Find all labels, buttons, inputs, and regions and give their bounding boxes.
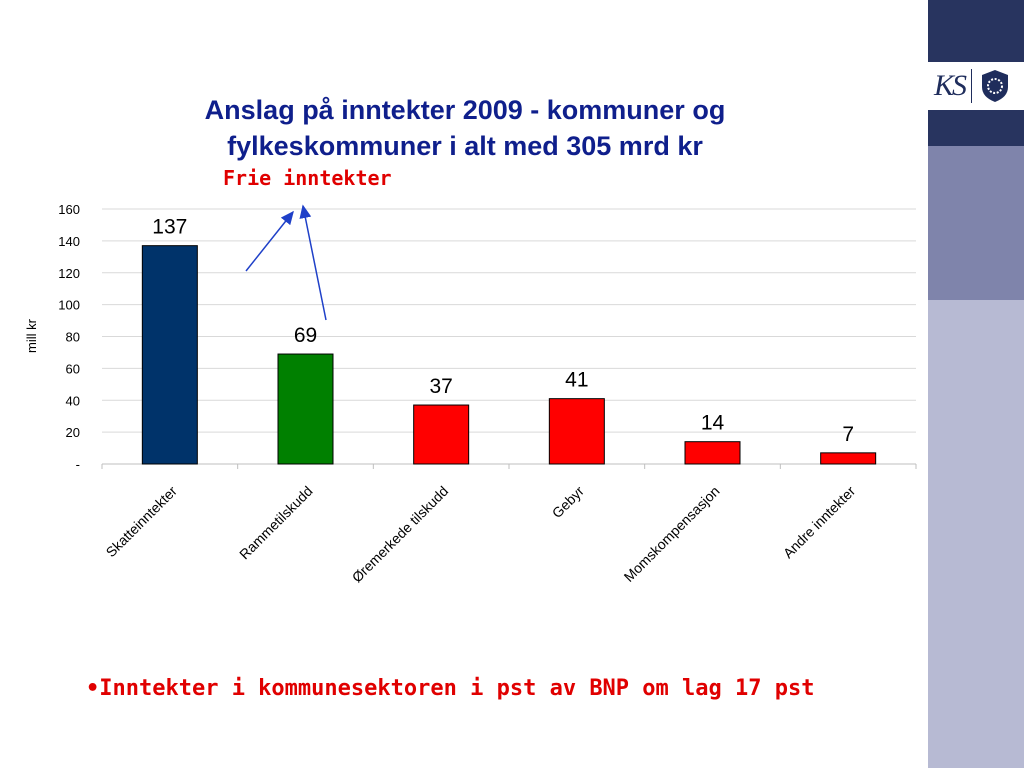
y-tick-label: 80 <box>65 329 80 345</box>
ks-logo-text: KS <box>934 69 966 102</box>
x-tick-label: Momskompensasjon <box>620 482 723 585</box>
ks-logo <box>928 62 1024 110</box>
logo-divider <box>971 69 972 103</box>
y-tick-label: 60 <box>65 361 80 377</box>
bar-øremerkede-tilskudd <box>414 405 469 464</box>
data-label: 69 <box>293 324 318 348</box>
bar-skatteinntekter <box>142 246 197 464</box>
x-tick-label: Rammetilskudd <box>236 482 316 563</box>
y-tick-label: 160 <box>58 202 80 217</box>
y-tick-label: 20 <box>65 425 80 441</box>
data-label: 14 <box>700 411 725 435</box>
bar-rammetilskudd <box>278 354 333 464</box>
y-tick-label: - <box>75 457 80 472</box>
y-tick-label: 140 <box>58 233 80 249</box>
sidebar-band-mid <box>928 146 1024 300</box>
sidebar-decoration <box>928 0 1024 768</box>
x-tick-label: Skatteinntekter <box>102 482 180 561</box>
x-tick-label: Gebyr <box>548 482 587 522</box>
y-tick-label: 100 <box>58 297 80 313</box>
sidebar-band-bottom <box>928 300 1024 768</box>
arrow-to-skatteinntekter <box>246 212 293 271</box>
data-label: 41 <box>565 368 589 392</box>
x-tick-label: Andre inntekter <box>779 482 859 562</box>
data-label: 37 <box>429 375 453 399</box>
sidebar-band-top <box>928 0 1024 62</box>
bar-gebyr <box>549 399 604 464</box>
data-label: 137 <box>152 215 188 239</box>
bar-andre-inntekter <box>821 453 876 464</box>
data-label: 7 <box>842 422 855 446</box>
y-axis-label: mill kr <box>24 319 39 353</box>
sidebar-band-top-lower <box>928 110 1024 146</box>
x-tick-label: Øremerkede tilskudd <box>348 482 452 586</box>
y-tick-label: 120 <box>58 265 80 281</box>
frie-inntekter-annotation: Frie inntekter <box>223 166 392 190</box>
arrow-to-rammetilskudd <box>303 206 326 320</box>
bottom-bullet-note: •Inntekter i kommunesektoren i pst av BNP om lag 17 pst <box>86 676 815 701</box>
y-tick-label: 40 <box>65 393 80 409</box>
bar-momskompensasjon <box>685 442 740 464</box>
seal-icon <box>980 69 1010 103</box>
chart-title: Anslag på inntekter 2009 - kommuner og fylkeskommuner i alt med 305 mrd kr <box>204 95 726 161</box>
